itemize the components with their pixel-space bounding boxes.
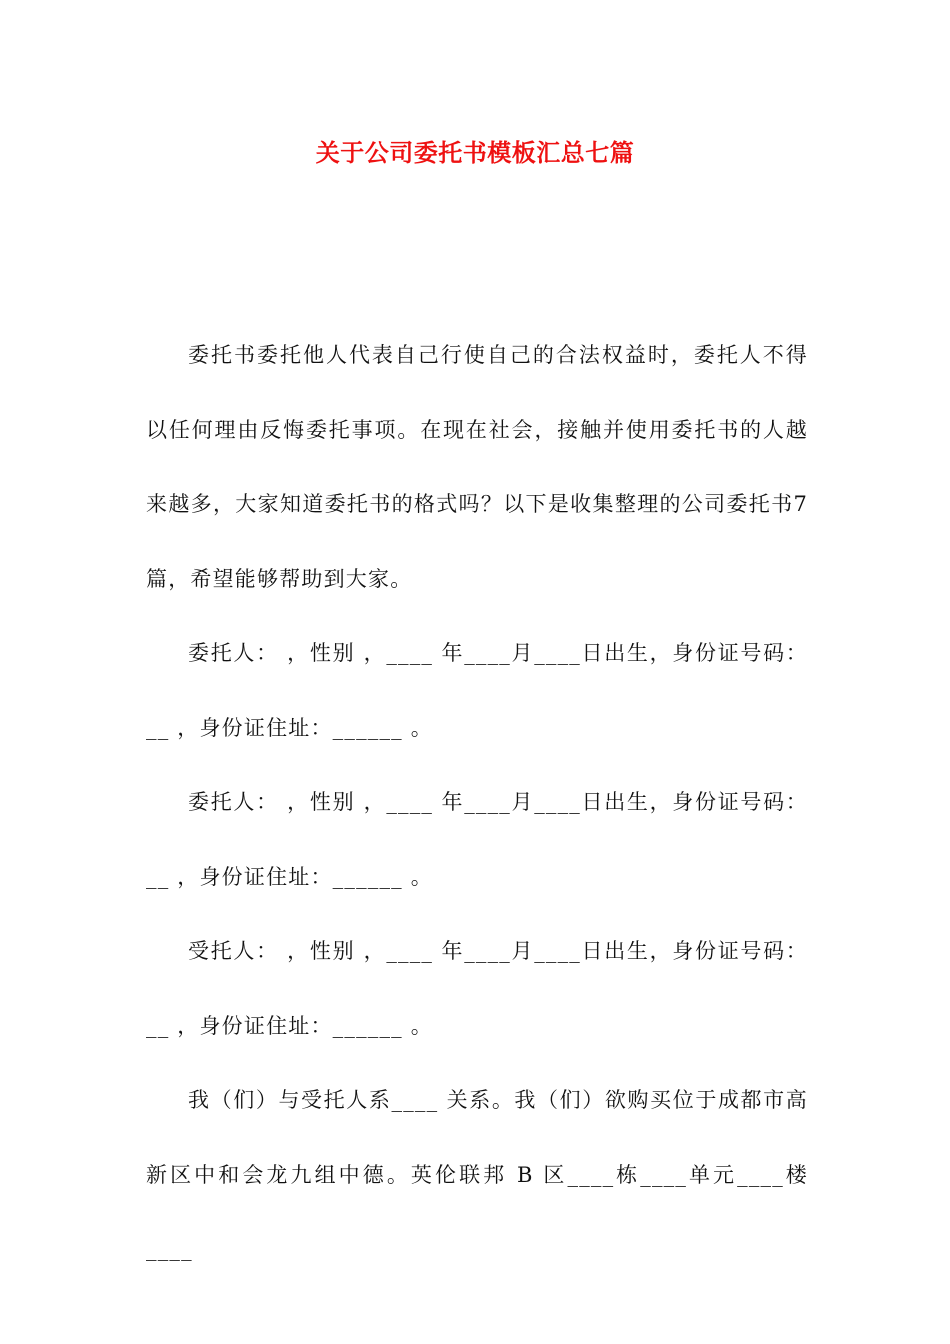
document-title: 关于公司委托书模板汇总七篇: [315, 139, 635, 167]
principal-2-paragraph: 委托人： ，性别 ，____ 年____月____日出生，身份证号码：__ ，身份证住址：______ 。: [146, 790, 808, 889]
relationship-paragraph: 我（们）与受托人系____ 关系。我（们）欲购买位于成都市高新区中和会龙九组中德。英伦联邦 B 区____栋____单元____楼____: [146, 1088, 808, 1261]
document-body: [146, 318, 808, 1287]
intro-paragraph: 委托书委托他人代表自己行使自己的合法权益时，委托人不得以任何理由反悔委托事项。在现在社会，接触并使用委托书的人越来越多，大家知道委托书的格式吗？以下是收集整理的公司委托书7篇，希望能够帮助到大家。: [146, 343, 808, 591]
principal-1-paragraph: 委托人： ，性别 ，____ 年____月____日出生，身份证号码：__ ，身份证住址：______ 。: [146, 641, 808, 740]
agent-paragraph: 受托人： ，性别 ，____ 年____月____日出生，身份证号码：__ ，身份证住址：______ 。: [146, 939, 808, 1038]
